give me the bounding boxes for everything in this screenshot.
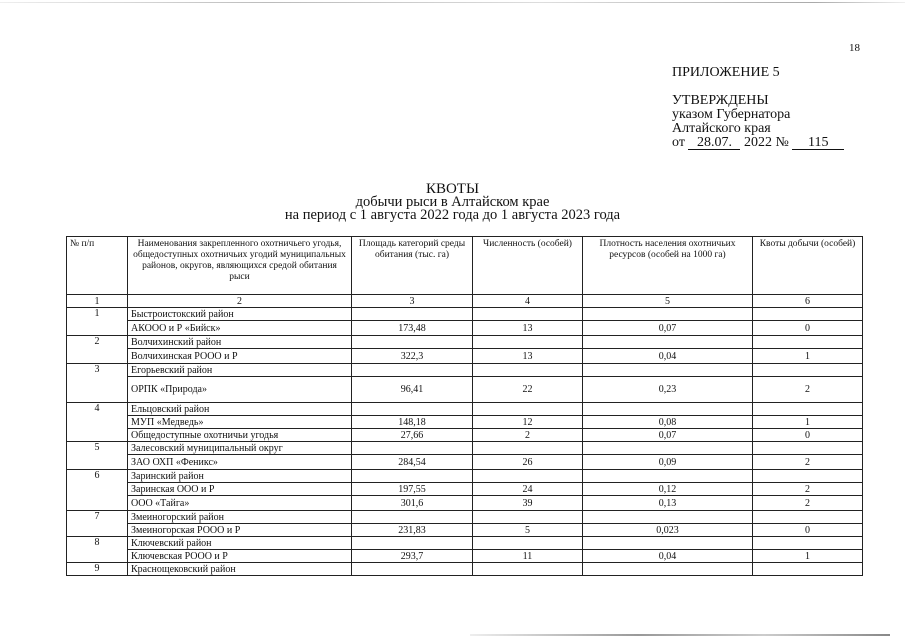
count-cell: 26: [473, 455, 583, 470]
count-cell: 2: [473, 429, 583, 442]
decree-ref: [672, 136, 844, 150]
from-label: от: [672, 135, 685, 150]
quota-cell: 1: [753, 550, 863, 563]
area-cell: 322,3: [352, 349, 473, 364]
number-sign: №: [775, 135, 789, 150]
district-name: Ключевский район: [128, 537, 352, 550]
area-cell: 27,66: [352, 429, 473, 442]
table-row: [67, 496, 863, 511]
header-name: Наименования закрепленного охотничьего угодья, общедоступных охотничьих угодий муниципальных районов, округов, являющихся средой обитания рыси: [128, 237, 352, 295]
district-name: Егорьевский район: [128, 364, 352, 377]
document-subtitle: добычи рыси в Алтайском крае: [355, 194, 550, 210]
area-cell: 301,6: [352, 496, 473, 511]
hunting-ground-name: АКООО и Р «Бийск»: [128, 321, 352, 336]
header-area: Площадь категорий среды обитания (тыс. га): [352, 237, 473, 295]
header-num: № п/п: [67, 237, 128, 295]
quota-cell: 2: [753, 455, 863, 470]
column-number: 3: [352, 295, 473, 308]
quota-cell: 2: [753, 496, 863, 511]
column-number-row: [67, 295, 863, 308]
quota-cell: 0: [753, 524, 863, 537]
density-cell: 0,04: [583, 550, 753, 563]
density-cell: 0,07: [583, 429, 753, 442]
area-cell: 96,41: [352, 377, 473, 403]
density-cell: 0,23: [583, 377, 753, 403]
area-cell: 293,7: [352, 550, 473, 563]
quota-cell: 0: [753, 321, 863, 336]
hunting-ground-name: Общедоступные охотничьи угодья: [128, 429, 352, 442]
density-cell: 0,07: [583, 321, 753, 336]
hunting-ground-name: Волчихинская РООО и Р: [128, 349, 352, 364]
count-cell: 22: [473, 377, 583, 403]
appendix-label: ПРИЛОЖЕНИЕ 5: [672, 65, 780, 80]
count-cell: 24: [473, 483, 583, 496]
district-name: Волчихинский район: [128, 336, 352, 349]
density-cell: 0,13: [583, 496, 753, 511]
district-number: 7: [67, 511, 128, 537]
approved-by-line: указом Губернатора: [672, 107, 791, 122]
count-cell: 13: [473, 349, 583, 364]
table-row: [67, 470, 863, 483]
district-number: 6: [67, 470, 128, 511]
district-name: Быстроистокский район: [128, 308, 352, 321]
hunting-ground-name: Ключевская РООО и Р: [128, 550, 352, 563]
header-density: Плотность населения охотничьих ресурсов (особей на 1000 га): [583, 237, 753, 295]
count-cell: 5: [473, 524, 583, 537]
quota-cell: 2: [753, 377, 863, 403]
table-row: [67, 416, 863, 429]
hunting-ground-name: ОРПК «Природа»: [128, 377, 352, 403]
area-cell: 284,54: [352, 455, 473, 470]
density-cell: 0,09: [583, 455, 753, 470]
hunting-ground-name: Заринская ООО и Р: [128, 483, 352, 496]
approved-label: УТВЕРЖДЕНЫ: [672, 93, 769, 108]
table-row: [67, 308, 863, 321]
table-row: [67, 429, 863, 442]
scan-edge-top: [0, 2, 905, 3]
district-name: Змеиногорский район: [128, 511, 352, 524]
count-cell: 12: [473, 416, 583, 429]
district-number: 3: [67, 364, 128, 403]
district-number: 9: [67, 563, 128, 576]
table-row: [67, 524, 863, 537]
column-number: 1: [67, 295, 128, 308]
area-cell: 173,48: [352, 321, 473, 336]
document-heading: [0, 183, 905, 222]
hunting-ground-name: ООО «Тайга»: [128, 496, 352, 511]
district-name: Краснощековский район: [128, 563, 352, 576]
column-number: 4: [473, 295, 583, 308]
page-number: 18: [849, 42, 860, 54]
table-header-row: [67, 237, 863, 295]
table-row: [67, 336, 863, 349]
count-cell: 13: [473, 321, 583, 336]
scan-edge-bottom: [470, 634, 890, 636]
table-row: [67, 364, 863, 377]
document-period: на период с 1 августа 2022 года до 1 августа 2023 года: [284, 207, 621, 223]
decree-number: 115: [792, 136, 844, 150]
table-row: [67, 550, 863, 563]
district-number: 4: [67, 403, 128, 442]
table-row: [67, 455, 863, 470]
hunting-ground-name: Змеиногорская РООО и Р: [128, 524, 352, 537]
area-cell: 148,18: [352, 416, 473, 429]
decree-year: 2022: [743, 135, 772, 150]
table-row: [67, 511, 863, 524]
count-cell: 11: [473, 550, 583, 563]
density-cell: 0,12: [583, 483, 753, 496]
district-number: 1: [67, 308, 128, 336]
quota-cell: 2: [753, 483, 863, 496]
column-number: 2: [128, 295, 352, 308]
decree-date: 28.07.: [688, 136, 740, 150]
table-row: [67, 403, 863, 416]
column-number: 6: [753, 295, 863, 308]
district-number: 8: [67, 537, 128, 563]
quota-cell: 1: [753, 349, 863, 364]
table-row: [67, 321, 863, 336]
district-name: Ельцовский район: [128, 403, 352, 416]
table-row: [67, 442, 863, 455]
hunting-ground-name: ЗАО ОХП «Феникс»: [128, 455, 352, 470]
header-count: Численность (особей): [473, 237, 583, 295]
area-cell: 197,55: [352, 483, 473, 496]
quota-cell: 1: [753, 416, 863, 429]
density-cell: 0,023: [583, 524, 753, 537]
count-cell: 39: [473, 496, 583, 511]
district-name: Залесовский муниципальный округ: [128, 442, 352, 455]
density-cell: 0,08: [583, 416, 753, 429]
approved-by-line-2: Алтайского края: [672, 121, 771, 136]
hunting-ground-name: МУП «Медведь»: [128, 416, 352, 429]
table-row: [67, 563, 863, 576]
header-quota: Квоты добычи (особей): [753, 237, 863, 295]
approval-block: [672, 66, 844, 150]
quota-table: [66, 236, 863, 576]
district-name: Заринский район: [128, 470, 352, 483]
quota-cell: 0: [753, 429, 863, 442]
district-number: 5: [67, 442, 128, 470]
district-number: 2: [67, 336, 128, 364]
density-cell: 0,04: [583, 349, 753, 364]
table-row: [67, 377, 863, 403]
area-cell: 231,83: [352, 524, 473, 537]
document-title: КВОТЫ: [425, 181, 480, 197]
table-row: [67, 537, 863, 550]
column-number: 5: [583, 295, 753, 308]
table-row: [67, 349, 863, 364]
table-row: [67, 483, 863, 496]
